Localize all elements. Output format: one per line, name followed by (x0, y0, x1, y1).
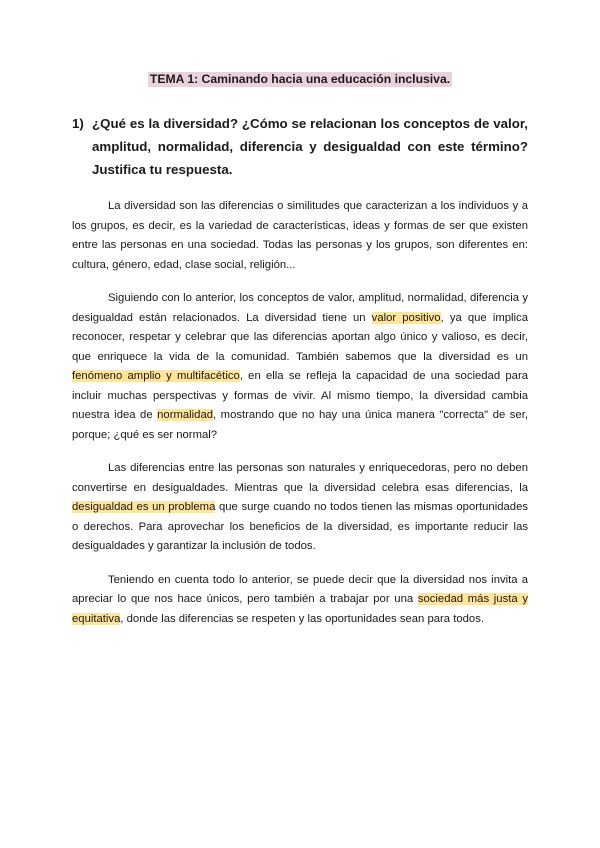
document-title: TEMA 1: Caminando hacia una educación inclusiva. (149, 72, 451, 86)
paragraph-2-text: Siguiendo con lo anterior, los conceptos de valor, amplitud, normalidad, diferencia y desigualdad están relacionados. La diversidad tiene un (72, 292, 528, 324)
paragraph-4-text: Teniendo en cuenta todo lo anterior, se puede decir que la diversidad nos invita a apreciar lo que nos hace únicos, pero también a trabajar por una (72, 573, 528, 605)
paragraph-3-text: Las diferencias entre las personas son naturales y enriquecedoras, pero no deben convertirse en desigualdades. Mientras que la diversidad celebra esas diferencias, la (72, 462, 528, 494)
highlight-desigualdad: desigualdad es un problema (72, 501, 216, 513)
paragraph-2-text: , mostrando que no hay una única manera "correcta" de ser, porque; ¿qué es ser normal? (72, 409, 528, 441)
question-text: ¿Qué es la diversidad? ¿Cómo se relacionan los conceptos de valor, amplitud, normalidad, diferencia y desigualdad con este término? Justifica tu respuesta. (92, 116, 528, 177)
paragraph-4 (72, 571, 528, 630)
question-number: 1) (72, 116, 84, 131)
highlight-normalidad: normalidad (157, 409, 214, 421)
paragraph-1-text: La diversidad son las diferencias o similitudes que caracterizan a los individuos y a los grupos, es decir, es la variedad de características, ideas y formas de ser que existen entre las personas en una sociedad. Todas las personas y los grupos, son diferentes en: cultura, género, edad, clase social, religión... (72, 200, 528, 271)
highlight-fenomeno-amplio: fenómeno amplio y multifacético (72, 370, 240, 382)
highlight-valor-positivo: valor positivo (371, 311, 441, 324)
paragraph-1 (72, 197, 528, 275)
paragraph-2-text: , ya que implica reconocer, respetar y celebrar que las diferencias aportan algo único y valioso, es decir, que enriquece la vida de la comunidad. También sabemos que la diversidad es un (72, 311, 528, 363)
highlight-sociedad-justa: sociedad más justa y equitativa (72, 593, 528, 625)
paragraph-2 (72, 289, 528, 445)
paragraph-2-text: , en ella se refleja la capacidad de una sociedad para incluir muchas perspectivas y formas de vivir. Al mismo tiempo, la diversidad cambia nuestra idea de (72, 370, 528, 421)
question-heading (72, 112, 528, 181)
paragraph-3-text: que surge cuando no todos tienen las mismas oportunidades o derechos. Para aprovechar los beneficios de la diversidad, es importante reducir las desigualdades y garantizar la inclusión de todos. (72, 501, 528, 552)
paragraph-4-text: , donde las diferencias se respeten y las oportunidades sean para todos. (120, 612, 484, 625)
title-container (72, 70, 528, 88)
paragraph-3 (72, 459, 528, 557)
